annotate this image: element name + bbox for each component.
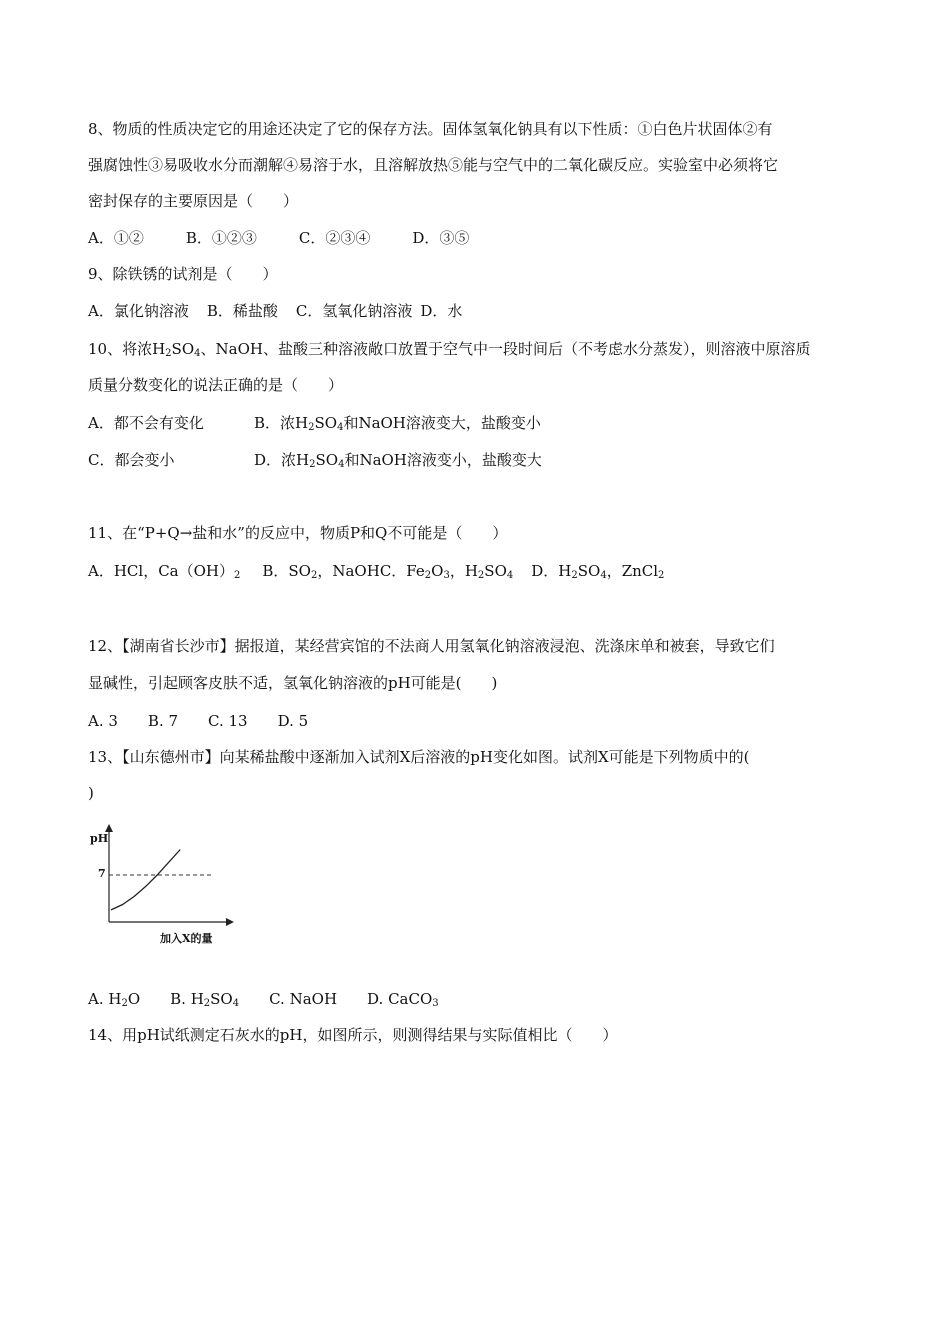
q8-line-3: 密封保存的主要原因是（ ） (88, 192, 299, 210)
q10-line-2: 质量分数变化的说法正确的是（ ） (88, 376, 344, 394)
q10-option-b[interactable]: B．浓$H_2SO_4$和NaOH溶液变大，盐酸变小 (254, 414, 541, 433)
q11-option-b[interactable]: B．$SO_2$，NaOH (262, 562, 380, 581)
q9-option-b[interactable]: B．稀盐酸 (206, 302, 278, 320)
q9-options (88, 300, 462, 322)
q13-option-d[interactable]: D. CaCO$_3$ (367, 990, 439, 1009)
q9-option-d[interactable]: D．水 (420, 302, 463, 320)
q10-options-row-1 (88, 412, 541, 434)
q12-option-a[interactable]: A. 3 (88, 712, 118, 730)
q12-line-1: 12、【湖南省长沙市】据报道，某经营宾馆的不法商人用氢氧化钠溶液浸泡、洗涤床单和被套，导致它们 (88, 637, 775, 655)
q10-option-c[interactable]: C．都会变小 (88, 451, 175, 469)
q10-option-a[interactable]: A．都不会有变化 (88, 414, 204, 432)
q11-stem: 11、在“P+Q→盐和水”的反应中，物质P和Q不可能是（ ） (88, 524, 508, 542)
q11-option-c[interactable]: C．$Fe_2O_3$，$H_2SO_4$ (379, 562, 514, 581)
q8-line-1: 8、物质的性质决定它的用途还决定了它的保存方法。固体氢氧化钠具有以下性质：①白色片状固体②有 (88, 120, 773, 138)
q13-line-1: 13、【山东德州市】向某稀盐酸中逐渐加入试剂X后溶液的pH变化如图。试剂X可能是下列物质中的( (88, 748, 750, 766)
q11-option-a[interactable]: A．HCl，$Ca(OH)_2$ (88, 562, 241, 581)
q8-option-c[interactable]: C．②③④ (298, 229, 371, 247)
q12-option-d[interactable]: D. 5 (277, 712, 309, 730)
q13-options (88, 988, 439, 1010)
ph-curve (111, 850, 180, 910)
ph-chart (84, 820, 234, 950)
q8-line-2: 强腐蚀性③易吸收水分而潮解④易溶于水，且溶解放热⑤能与空气中的二氧化碳反应。实验室中必须将它 (88, 156, 779, 174)
q9-stem: 9、除铁锈的试剂是（ ） (88, 265, 278, 283)
q13-option-b[interactable]: B. $H_2SO_4$ (170, 990, 240, 1009)
q8-option-a[interactable]: A．①② (88, 229, 144, 247)
q10-line-1: 10、将浓$H_2SO_4$、NaOH、盐酸三种溶液敞口放置于空气中一段时间后（不考虑水分蒸发），则溶液中原溶质 (88, 340, 811, 359)
q11-options (88, 560, 664, 582)
q13-line-2: ) (88, 784, 94, 802)
q9-option-a[interactable]: A．氯化钠溶液 (88, 302, 189, 320)
y-tick-label-7: 7 (98, 867, 106, 880)
q8-option-d[interactable]: D．③⑤ (412, 229, 470, 247)
q8-options (88, 227, 469, 249)
q12-option-b[interactable]: B. 7 (147, 712, 179, 730)
q13-option-a[interactable]: A. $H_2O$ (88, 990, 141, 1009)
q12-line-2: 显碱性，引起顾客皮肤不适，氢氧化钠溶液的pH可能是( ) (88, 674, 498, 692)
q14-stem: 14、用pH试纸测定石灰水的pH，如图所示，则测得结果与实际值相比（ ） (88, 1026, 618, 1044)
q11-option-d[interactable]: D．$H_2SO_4$，ZnCl$_2$ (531, 562, 665, 581)
q10-option-d[interactable]: D．浓$H_2SO_4$和NaOH溶液变小，盐酸变大 (254, 451, 542, 470)
q9-option-c[interactable]: C．氢氧化钠溶液 (295, 302, 413, 320)
x-axis-label: 加入X的量 (160, 932, 213, 945)
q8-option-b[interactable]: B．①②③ (185, 229, 257, 247)
q12-options (88, 710, 308, 732)
q10-options-row-2 (88, 449, 542, 471)
q13-option-c[interactable]: C. NaOH (269, 990, 338, 1008)
q12-option-c[interactable]: C. 13 (208, 712, 248, 730)
y-axis-label: pH (90, 832, 109, 845)
